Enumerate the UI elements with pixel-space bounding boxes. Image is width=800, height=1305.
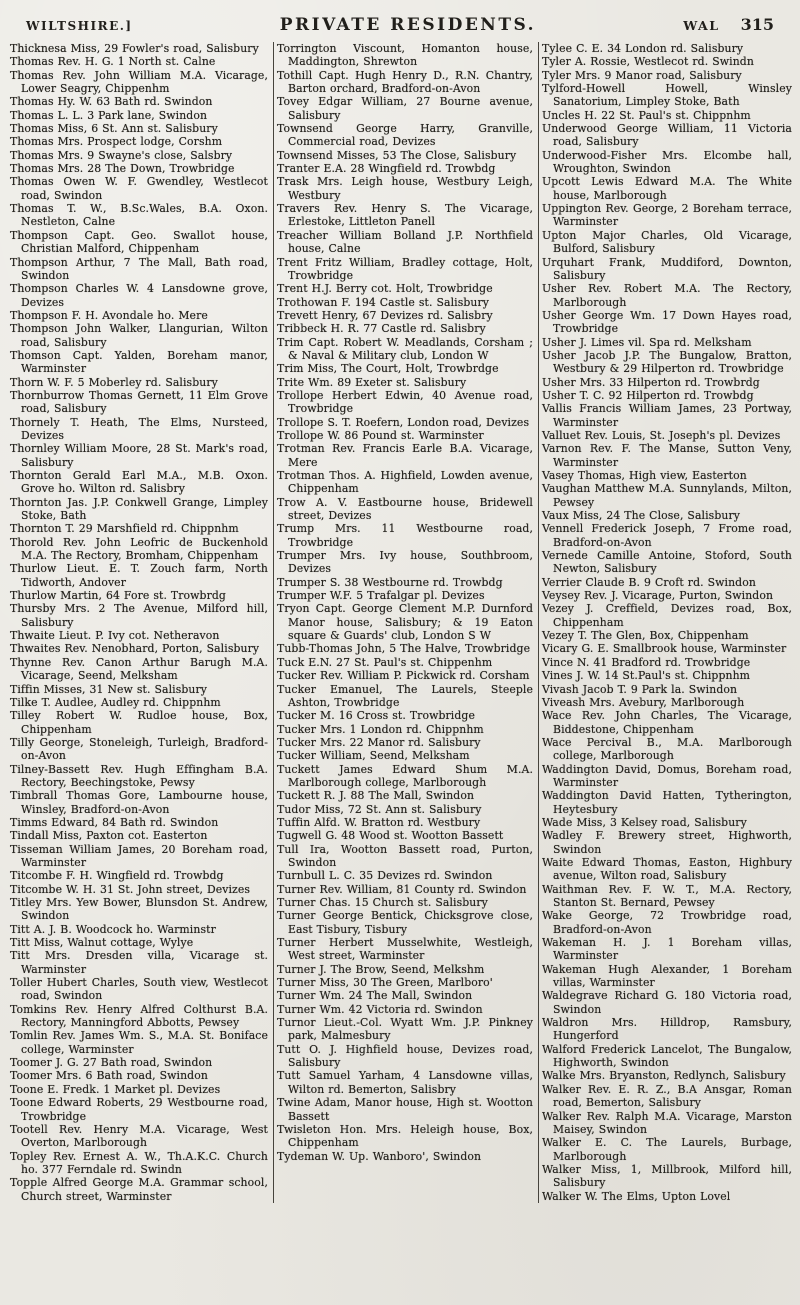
directory-entry: Vennell Frederick Joseph, 7 Frome road, Bradford-on-Avon bbox=[542, 522, 792, 549]
directory-entry: Wake George, 72 Trowbridge road, Bradford-on-Avon bbox=[542, 909, 792, 936]
directory-entry: Tydeman W. Up. Wanboro', Swindon bbox=[277, 1149, 482, 1163]
directory-entry: Thorn W. F. 5 Moberley rd. Salisbury bbox=[10, 375, 218, 389]
directory-entry: Tilley Robert W. Rudloe house, Box, Chippenham bbox=[10, 709, 268, 736]
directory-entry: Trent H.J. Berry cot. Holt, Trowbridge bbox=[277, 282, 493, 296]
directory-entry: Walke Mrs. Bryanston, Redlynch, Salisbury bbox=[542, 1069, 786, 1083]
directory-entry: Walker Miss, 1, Millbrook, Milford hill, Salisbury bbox=[542, 1162, 792, 1190]
directory-entry: Tomlin Rev. James Wm. S., M.A. St. Boniface college, Warminster bbox=[10, 1029, 268, 1056]
directory-entry: Thwaites Rev. Nenobhard, Porton, Salisbury bbox=[10, 642, 260, 656]
directory-entry: Turner Wm. 42 Victoria rd. Swindon bbox=[277, 1002, 483, 1016]
directory-entry: Trite Wm. 89 Exeter st. Salisbury bbox=[277, 375, 467, 389]
section-label: WAL bbox=[683, 18, 720, 33]
directory-entry: Vaux Miss, 24 The Close, Salisbury bbox=[542, 509, 740, 523]
directory-entry: Turner George Bentick, Chicksgrove close, East Tisbury, Tisbury bbox=[277, 909, 533, 936]
header-corner bbox=[683, 15, 774, 34]
directory-entry: Tyler Mrs. 9 Manor road, Salisbury bbox=[542, 68, 742, 82]
directory-entry: Topley Rev. Ernest A. W., Th.A.K.C. Church ho. 377 Ferndale rd. Swindn bbox=[10, 1149, 268, 1176]
directory-entry: Wace Rev. John Charles, The Vicarage, Biddestone, Chippenham bbox=[542, 709, 792, 736]
directory-entry: Thomas Mrs. 28 The Down, Trowbridge bbox=[10, 162, 235, 176]
directory-entry: Uppington Rev. George, 2 Boreham terrace, Warminster bbox=[542, 202, 792, 229]
directory-entry: Vince N. 41 Bradford rd. Trowbridge bbox=[542, 655, 751, 669]
directory-entry: Turner J. The Brow, Seend, Melkshm bbox=[277, 962, 485, 976]
directory-entry: Vaughan Matthew M.A. Sunnylands, Milton, Pewsey bbox=[542, 482, 792, 509]
directory-entry: Verrier Claude B. 9 Croft rd. Swindon bbox=[542, 575, 756, 589]
directory-entry: Titt Mrs. Dresden villa, Vicarage st. Warminster bbox=[10, 949, 268, 976]
directory-entry: Tisseman William James, 20 Boreham road, Warminster bbox=[10, 842, 268, 869]
directory-entry: Waithman Rev. F. W. T., M.A. Rectory, Stanton St. Bernard, Pewsey bbox=[542, 882, 792, 909]
directory-entry: Toller Hubert Charles, South view, Westlecot road, Swindon bbox=[10, 976, 268, 1003]
directory-entry: Trim Capt. Robert W. Meadlands, Corsham ; & Naval & Military club, London W bbox=[277, 335, 533, 362]
directory-entry: Tootell Rev. Henry M.A. Vicarage, West Overton, Marlborough bbox=[10, 1122, 268, 1150]
directory-columns bbox=[0, 38, 800, 1203]
directory-entry: Thomas L. L. 3 Park lane, Swindon bbox=[10, 108, 208, 122]
directory-entry: Viveash Mrs. Avebury, Marlborough bbox=[542, 695, 745, 709]
directory-entry: Wace Percival B., M.A. Marlborough college, Marlborough bbox=[542, 735, 792, 763]
directory-entry: Trollope S. T. Roefern, London road, Devizes bbox=[277, 415, 530, 429]
directory-entry: Thornton T. 29 Marshfield rd. Chippnhm bbox=[10, 522, 239, 536]
directory-entry: Wadley F. Brewery street, Highworth, Swindon bbox=[542, 829, 792, 856]
directory-entry: Thomas T. W., B.Sc.Wales, B.A. Oxon. Nestleton, Calne bbox=[10, 202, 268, 229]
directory-entry: Tyler A. Rossie, Westlecot rd. Swindn bbox=[542, 55, 754, 69]
directory-entry: Usher T. C. 92 Hilperton rd. Trowbdg bbox=[542, 388, 754, 402]
directory-entry: Tiffin Misses, 31 New st. Salisbury bbox=[10, 682, 208, 696]
directory-entry: Walford Frederick Lancelot, The Bungalow, Highworth, Swindon bbox=[542, 1042, 792, 1070]
directory-entry: Thomas Rev. H. G. 1 North st. Calne bbox=[10, 55, 216, 69]
directory-entry: Vernede Camille Antoine, Stoford, South Newton, Salisbury bbox=[542, 549, 792, 576]
directory-entry: Titcombe F. H. Wingfield rd. Trowbdg bbox=[10, 869, 224, 883]
directory-entry: Thomas Mrs. Prospect lodge, Corshm bbox=[10, 135, 223, 149]
directory-entry: Tucker Mrs. 1 London rd. Chippnhm bbox=[277, 722, 484, 736]
directory-entry: Varnon Rev. F. The Manse, Sutton Veny, Warminster bbox=[542, 442, 792, 469]
directory-entry: Toone Edward Roberts, 29 Westbourne road, Trowbridge bbox=[10, 1096, 268, 1123]
directory-entry: Thorold Rev. John Leofric de Buckenhold M.A. The Rectory, Bromham, Chippenham bbox=[10, 535, 268, 563]
directory-entry: Tucker Emanuel, The Laurels, Steeple Ashton, Trowbridge bbox=[277, 682, 533, 709]
directory-entry: Thomas Hy. W. 63 Bath rd. Swindon bbox=[10, 95, 213, 109]
directory-entry: Thurlow Martin, 64 Fore st. Trowbrdg bbox=[10, 589, 226, 603]
directory-entry: Usher Jacob J.P. The Bungalow, Bratton, Westbury & 29 Hilperton rd. Trowbridge bbox=[542, 348, 792, 376]
directory-entry: Walker Rev. Ralph M.A. Vicarage, Marston Maisey, Swindon bbox=[542, 1109, 792, 1136]
directory-entry: Turner Chas. 15 Church st. Salisbury bbox=[277, 896, 488, 909]
directory-entry: Thurlow Lieut. E. T. Zouch farm, North Tidworth, Andover bbox=[10, 562, 268, 589]
county-label: WILTSHIRE.] bbox=[26, 19, 133, 33]
directory-entry: Trotman Rev. Francis Earle B.A. Vicarage, Mere bbox=[277, 442, 533, 469]
directory-entry: Valluet Rev. Louis, St. Joseph's pl. Devizes bbox=[542, 428, 781, 442]
directory-entry: Tylford-Howell Howell, Winsley Sanatorium, Limpley Stoke, Bath bbox=[542, 82, 792, 109]
directory-entry: Tilke T. Audlee, Audley rd. Chippnhm bbox=[10, 695, 221, 709]
directory-entry: Vines J. W. 14 St.Paul's st. Chippnhm bbox=[542, 669, 751, 683]
directory-entry: Urquhart Frank, Muddiford, Downton, Salisbury bbox=[542, 255, 792, 282]
directory-entry: Toomer Mrs. 6 Bath road, Swindon bbox=[10, 1069, 208, 1083]
directory-entry: Trent Fritz William, Bradley cottage, Holt, Trowbridge bbox=[277, 255, 533, 282]
directory-entry: Travers Rev. Henry S. The Vicarage, Erlestoke, Littleton Panell bbox=[277, 202, 533, 229]
directory-entry: Tucker Mrs. 22 Manor rd. Salisbury bbox=[277, 735, 481, 749]
directory-entry: Tugwell G. 48 Wood st. Wootton Bassett bbox=[277, 829, 504, 843]
directory-entry: Turner Miss, 30 The Green, Marlboro' bbox=[277, 976, 493, 990]
directory-entry: Thomas Rev. John William M.A. Vicarage, Lower Seagry, Chippenhm bbox=[10, 68, 268, 96]
directory-entry: Trumper W.F. 5 Trafalgar pl. Devizes bbox=[277, 589, 485, 603]
directory-entry: Trow A. V. Eastbourne house, Bridewell street, Devizes bbox=[277, 495, 533, 523]
directory-entry: Trumper S. 38 Westbourne rd. Trowbdg bbox=[277, 575, 503, 589]
directory-entry: Usher Mrs. 33 Hilperton rd. Trowbrdg bbox=[542, 375, 760, 389]
directory-entry: Thicknesa Miss, 29 Fowler's road, Salisbury bbox=[10, 42, 259, 55]
directory-entry: Trump Mrs. 11 Westbourne road, Trowbridge bbox=[277, 522, 533, 549]
page-number: 315 bbox=[740, 15, 774, 34]
directory-entry: Thursby Mrs. 2 The Avenue, Milford hill, Salisbury bbox=[10, 602, 268, 629]
directory-entry: Tranter E.A. 28 Wingfield rd. Trowbdg bbox=[277, 162, 496, 176]
directory-entry: Vallis Francis William James, 23 Portway, Warminster bbox=[542, 402, 792, 429]
page-title: PRIVATE RESIDENTS. bbox=[279, 15, 537, 35]
directory-entry: Timms Edward, 84 Bath rd. Swindon bbox=[10, 815, 219, 829]
directory-entry: Tuffin Alfd. W. Bratton rd. Westbury bbox=[277, 815, 481, 829]
directory-entry: Turner Rev. William, 81 County rd. Swindon bbox=[277, 882, 527, 896]
directory-entry: Thompson Capt. Geo. Swallot house, Christian Malford, Chippenham bbox=[10, 228, 268, 256]
directory-entry: Usher Rev. Robert M.A. The Rectory, Marlborough bbox=[542, 282, 792, 309]
directory-entry: Thomas Owen W. F. Gwendley, Westlecot road, Swindon bbox=[10, 175, 268, 202]
directory-entry: Tubb-Thomas John, 5 The Halve, Trowbridge bbox=[277, 642, 531, 656]
directory-entry: Tryon Capt. George Clement M.P. Durnford Manor house, Salisbury; & 19 Eaton square & Guards' club, London S W bbox=[277, 602, 533, 643]
directory-entry: Waldegrave Richard G. 180 Victoria road, Swindon bbox=[542, 989, 792, 1016]
directory-entry: Turnor Lieut.-Col. Wyatt Wm. J.P. Pinkney park, Malmesbury bbox=[277, 1016, 533, 1043]
directory-entry: Tothill Capt. Hugh Henry D., R.N. Chantry, Barton orchard, Bradford-on-Avon bbox=[277, 68, 533, 96]
directory-entry: Thornton Jas. J.P. Conkwell Grange, Limpley Stoke, Bath bbox=[10, 495, 268, 523]
directory-entry: Thornley William Moore, 28 St. Mark's road, Salisbury bbox=[10, 442, 268, 469]
directory-entry: Tilly George, Stoneleigh, Turleigh, Bradford-on-Avon bbox=[10, 735, 268, 763]
directory-entry: Thompson F. H. Avondale ho. Mere bbox=[10, 308, 208, 322]
directory-entry: Trothowan F. 194 Castle st. Salisbury bbox=[277, 295, 490, 309]
column-3 bbox=[539, 42, 797, 1203]
directory-entry: Tomkins Rev. Henry Alfred Colthurst B.A. Rectory, Manningford Abbotts, Pewsey bbox=[10, 1002, 268, 1030]
directory-entry: Trumper Mrs. Ivy house, Southbroom, Devizes bbox=[277, 549, 533, 576]
directory-entry: Tudor Miss, 72 St. Ann st. Salisbury bbox=[277, 802, 482, 816]
directory-entry: Vicary G. E. Smallbrook house, Warminster bbox=[542, 642, 787, 656]
directory-entry: Titley Mrs. Yew Bower, Blunsdon St. Andrew, Swindon bbox=[10, 896, 268, 923]
directory-entry: Thompson Charles W. 4 Lansdowne grove, Devizes bbox=[10, 282, 268, 309]
directory-entry: Tribbeck H. R. 77 Castle rd. Salisbry bbox=[277, 322, 486, 336]
directory-entry: Upcott Lewis Edward M.A. The White house, Marlborough bbox=[542, 175, 792, 202]
directory-entry: Waddington David, Domus, Boreham road, Warminster bbox=[542, 762, 792, 789]
directory-entry: Thornburrow Thomas Gernett, 11 Elm Grove road, Salisbury bbox=[10, 388, 268, 416]
directory-entry: Tuckett James Edward Shum M.A. Marlborough college, Marlborough bbox=[277, 762, 533, 789]
directory-entry: Treacher William Bolland J.P. Northfield house, Calne bbox=[277, 228, 533, 256]
directory-entry: Thomas Miss, 6 St. Ann st. Salisbury bbox=[10, 122, 218, 136]
directory-entry: Tutt Samuel Yarham, 4 Lansdowne villas, Wilton rd. Bemerton, Salisbry bbox=[277, 1069, 533, 1096]
directory-entry: Uncles H. 22 St. Paul's st. Chippnhm bbox=[542, 108, 751, 122]
directory-entry: Toone E. Fredk. 1 Market pl. Devizes bbox=[10, 1082, 221, 1096]
directory-entry: Twine Adam, Manor house, High st. Wootton Bassett bbox=[277, 1096, 533, 1123]
directory-entry: Titt Miss, Walnut cottage, Wylye bbox=[10, 936, 194, 950]
directory-entry: Timbrall Thomas Gore, Lambourne house, Winsley, Bradford-on-Avon bbox=[10, 789, 268, 816]
directory-entry: Titt A. J. B. Woodcock ho. Warminstr bbox=[10, 922, 216, 936]
directory-entry: Vivash Jacob T. 9 Park la. Swindon bbox=[542, 682, 738, 696]
directory-entry: Wakeman Hugh Alexander, 1 Boreham villas, Warminster bbox=[542, 962, 792, 990]
directory-entry: Trollope W. 86 Pound st. Warminster bbox=[277, 428, 484, 442]
directory-entry: Underwood George William, 11 Victoria road, Salisbury bbox=[542, 122, 792, 149]
directory-entry: Trask Mrs. Leigh house, Westbury Leigh, Westbury bbox=[277, 175, 533, 202]
directory-entry: Wakeman H. J. 1 Boreham villas, Warminster bbox=[542, 936, 792, 963]
directory-entry: Tylee C. E. 34 London rd. Salisbury bbox=[542, 42, 744, 55]
directory-entry: Turnbull L. C. 35 Devizes rd. Swindon bbox=[277, 869, 493, 883]
directory-entry: Upton Major Charles, Old Vicarage, Bulford, Salisbury bbox=[542, 228, 792, 256]
directory-entry: Turner Wm. 24 The Mall, Swindon bbox=[277, 989, 473, 1003]
directory-entry: Tuckett R. J. 88 The Mall, Swindon bbox=[277, 789, 475, 803]
directory-entry: Vasey Thomas, High view, Easterton bbox=[542, 469, 747, 482]
directory-entry: Twisleton Hon. Mrs. Heleigh house, Box, Chippenham bbox=[277, 1122, 533, 1150]
directory-entry: Underwood-Fisher Mrs. Elcombe hall, Wroughton, Swindon bbox=[542, 148, 792, 176]
directory-entry: Toomer J. G. 27 Bath road, Swindon bbox=[10, 1056, 213, 1070]
directory-entry: Trim Miss, The Court, Holt, Trowbrdge bbox=[277, 362, 499, 376]
directory-entry: Tucker William, Seend, Melksham bbox=[277, 749, 470, 763]
directory-entry: Tull Ira, Wootton Bassett road, Purton, Swindon bbox=[277, 842, 533, 869]
directory-entry: Trevett Henry, 67 Devizes rd. Salisbry bbox=[277, 308, 493, 322]
directory-entry: Tovey Edgar William, 27 Bourne avenue, Salisbury bbox=[277, 95, 533, 122]
directory-entry: Wade Miss, 3 Kelsey road, Salisbury bbox=[542, 815, 747, 829]
directory-entry: Tuck E.N. 27 St. Paul's st. Chippenhm bbox=[277, 655, 493, 669]
directory-entry: Thompson John Walker, Llangurian, Wilton road, Salisbury bbox=[10, 322, 268, 349]
directory-entry: Veysey Rev. J. Vicarage, Purton, Swindon bbox=[542, 589, 774, 603]
directory-entry: Walker Rev. E. R. Z., B.A Ansgar, Roman road, Bemerton, Salisbury bbox=[542, 1082, 792, 1110]
directory-entry: Tutt O. J. Highfield house, Devizes road, Salisbury bbox=[277, 1042, 533, 1070]
directory-entry: Tucker M. 16 Cross st. Trowbridge bbox=[277, 709, 475, 723]
directory-entry: Thynne Rev. Canon Arthur Barugh M.A. Vicarage, Seend, Melksham bbox=[10, 655, 268, 683]
directory-entry: Thornely T. Heath, The Elms, Nursteed, Devizes bbox=[10, 415, 268, 442]
directory-entry: Waddington David Hatten, Tytherington, Heytesbury bbox=[542, 789, 792, 816]
directory-entry: Vezey T. The Glen, Box, Chippenham bbox=[542, 629, 749, 643]
directory-entry: Waldron Mrs. Hilldrop, Ramsbury, Hungerford bbox=[542, 1016, 792, 1043]
directory-entry: Trotman Thos. A. Highfield, Lowden avenue, Chippenham bbox=[277, 469, 533, 496]
column-2 bbox=[274, 42, 538, 1203]
directory-entry: Tilney-Bassett Rev. Hugh Effingham B.A. Rectory, Beechingstoke, Pewsy bbox=[10, 762, 268, 789]
directory-entry: Turner Herbert Musselwhite, Westleigh, West street, Warminster bbox=[277, 936, 533, 963]
directory-entry: Vezey J. Creffield, Devizes road, Box, Chippenham bbox=[542, 602, 792, 629]
directory-entry: Torrington Viscount, Homanton house, Maddington, Shrewton bbox=[277, 42, 533, 69]
directory-entry: Thomas Mrs. 9 Swayne's close, Salsbry bbox=[10, 148, 233, 162]
directory-entry: Thwaite Lieut. P. Ivy cot. Netheravon bbox=[10, 629, 220, 643]
directory-entry: Thornton Gerald Earl M.A., M.B. Oxon. Grove ho. Wilton rd. Salisbry bbox=[10, 469, 268, 496]
directory-entry: Thompson Arthur, 7 The Mall, Bath road, Swindon bbox=[10, 255, 268, 282]
page-header bbox=[0, 0, 800, 38]
column-1 bbox=[7, 42, 273, 1203]
directory-entry: Tindall Miss, Paxton cot. Easterton bbox=[10, 829, 208, 843]
directory-entry: Thomson Capt. Yalden, Boreham manor, Warminster bbox=[10, 348, 268, 376]
directory-entry: Waite Edward Thomas, Easton, Highbury avenue, Wilton road, Salisbury bbox=[542, 855, 792, 883]
directory-entry: Tucker Rev. William P. Pickwick rd. Corsham bbox=[277, 669, 530, 683]
directory-entry: Walker W. The Elms, Upton Lovel bbox=[542, 1189, 731, 1203]
directory-entry: Townsend Misses, 53 The Close, Salisbury bbox=[277, 148, 517, 162]
directory-entry: Usher George Wm. 17 Down Hayes road, Trowbridge bbox=[542, 308, 792, 336]
directory-entry: Walker E. C. The Laurels, Burbage, Marlborough bbox=[542, 1136, 792, 1163]
directory-entry: Usher J. Limes vil. Spa rd. Melksham bbox=[542, 335, 752, 349]
directory-entry: Titcombe W. H. 31 St. John street, Devizes bbox=[10, 882, 251, 896]
directory-entry: Topple Alfred George M.A. Grammar school, Church street, Warminster bbox=[10, 1176, 268, 1203]
directory-entry: Townsend George Harry, Granville, Commercial road, Devizes bbox=[277, 122, 533, 149]
directory-entry: Trollope Herbert Edwin, 40 Avenue road, Trowbridge bbox=[277, 388, 533, 416]
